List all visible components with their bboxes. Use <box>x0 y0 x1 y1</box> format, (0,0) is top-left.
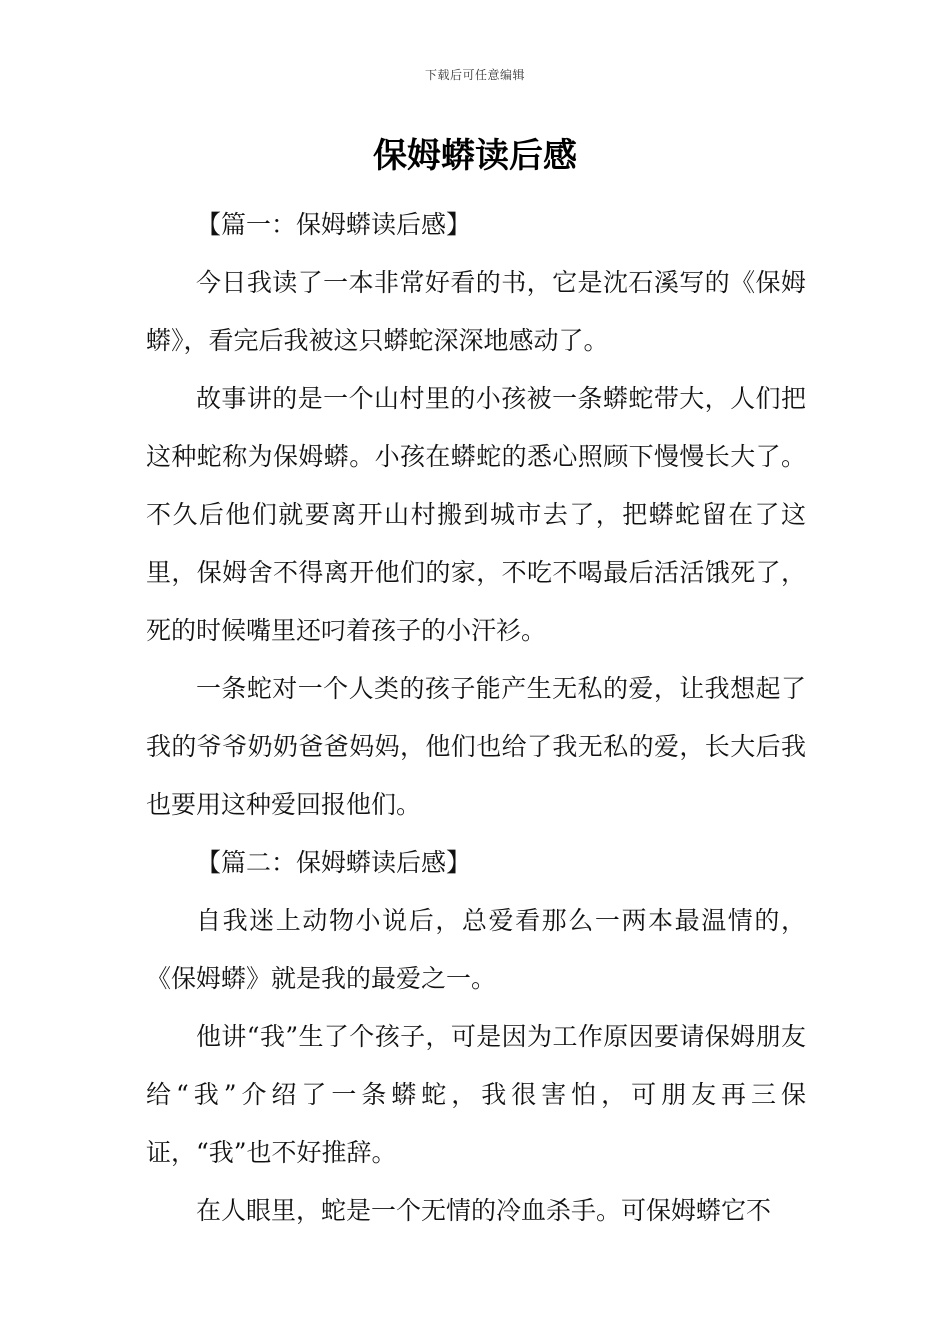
section-heading-2: 【篇二：保姆蟒读后感】 <box>196 848 472 877</box>
paragraph: 一条蛇对一个人类的孩子能产生无私的爱，让我想起了我的爷爷奶奶爸爸妈妈，他们也给了我无私的爱，长大后我也要用这种爱回报他们。 <box>146 674 806 819</box>
paragraph: 在人眼里，蛇是一个无情的冷血杀手。可保姆蟒它不 <box>196 1196 772 1225</box>
paragraph: 自我迷上动物小说后，总爱看那么一两本最温情的，《保姆蟒》就是我的最爱之一。 <box>146 906 806 993</box>
document-body <box>146 196 806 1240</box>
paragraph: 故事讲的是一个山村里的小孩被一条蟒蛇带大，人们把这种蛇称为保姆蟒。小孩在蟒蛇的悉心照顾下慢慢长大了。不久后他们就要离开山村搬到城市去了，把蟒蛇留在了这里，保姆舍不得离开他们的家，不吃不喝最后活活饿死了，死的时候嘴里还叼着孩子的小汗衫。 <box>146 384 806 645</box>
paragraph: 今日我读了一本非常好看的书，它是沈石溪写的《保姆蟒》，看完后我被这只蟒蛇深深地感动了。 <box>146 268 806 355</box>
document-title: 保姆蟒读后感 <box>373 136 577 176</box>
paragraph: 他讲“我”生了个孩子，可是因为工作原因要请保姆朋友给“我”介绍了一条蟒蛇，我很害怕，可朋友再三保证，“我”也不好推辞。 <box>146 1022 806 1167</box>
header-note: 下载后可任意编辑 <box>424 68 525 82</box>
section-heading-1: 【篇一：保姆蟒读后感】 <box>196 210 472 239</box>
